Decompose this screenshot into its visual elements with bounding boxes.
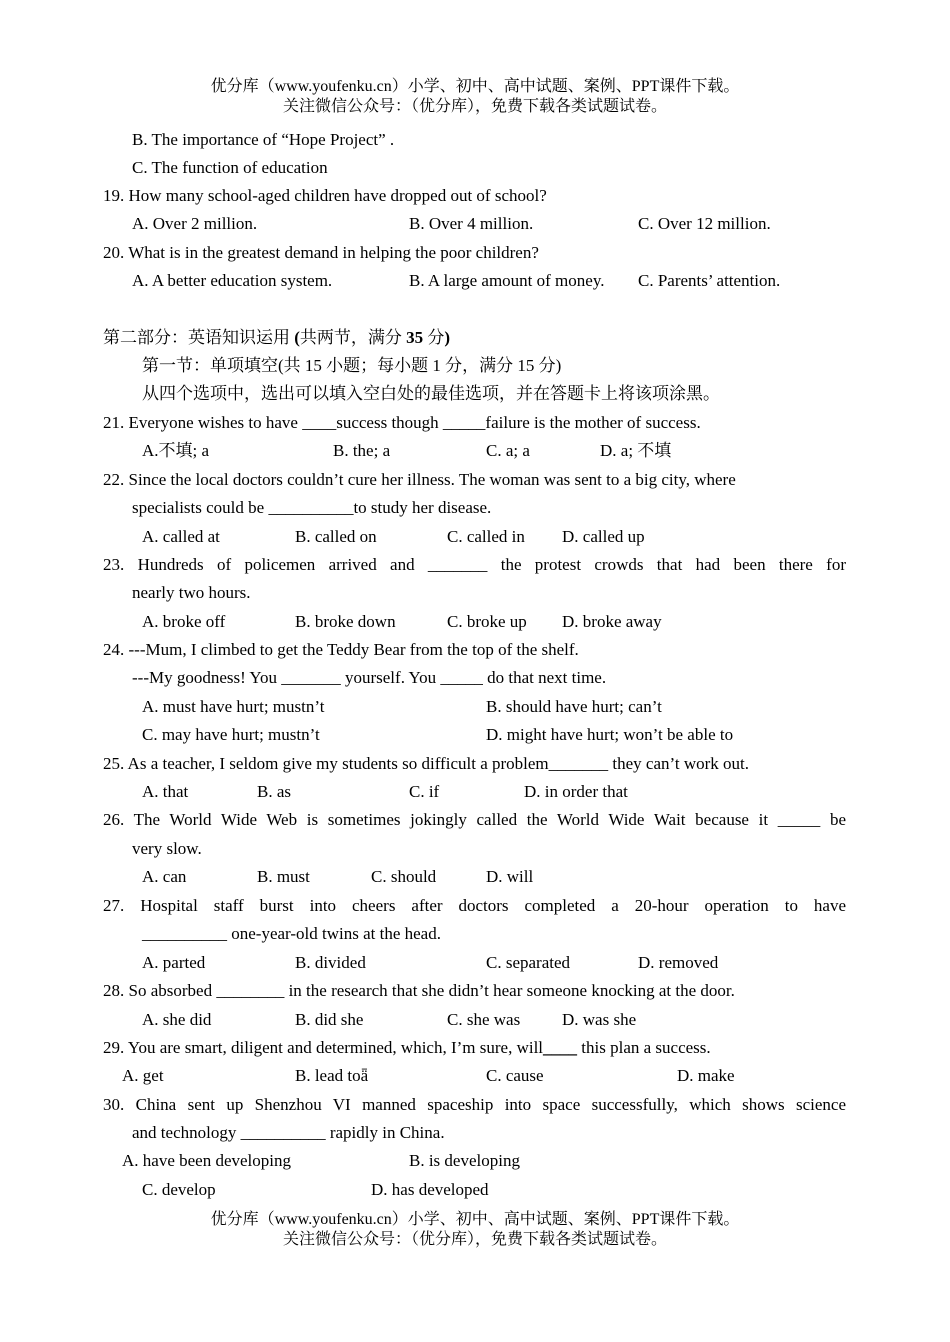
q26-option-b: B. must [257,867,310,886]
q23-option-a: A. broke off [142,612,226,631]
q20-stem: 20. What is in the greatest demand in helping the poor children? [103,243,539,262]
q24-option-b: B. should have hurt; can’t [486,697,662,716]
q21-stem: 21. Everyone wishes to have ____success though _____failure is the mother of success. [103,413,701,432]
q29-option-a: A. get [122,1066,164,1085]
q24-stem-line-2: ---My goodness! You _______ yourself. You _____ do that next time. [132,668,607,687]
q30-option-a: A. have been developing [122,1151,291,1170]
q20-option-c: C. Parents’ attention. [638,271,781,290]
q24-option-d: D. might have hurt; won’t be able to [486,725,734,744]
q29-option-d: D. make [677,1066,735,1085]
footer-line-2: 关注微信公众号：（优分库），免费下载各类试题试卷。 [282,1231,667,1248]
q28-option-a: A. she did [142,1010,212,1029]
q26-stem-line-1: 26. The World Wide Web is sometimes jokingly called the World Wide Wait because it _____ be [103,810,846,829]
part2-title-pre: 第二部分：英语知识运用 [103,328,295,347]
q30-stem-line-2: and technology __________ rapidly in China. [132,1123,445,1142]
q22-option-a: A. called at [142,527,220,546]
q22-stem-line-1: 22. Since the local doctors couldn’t cure her illness. The woman was sent to a big city, where [103,470,736,489]
q22-option-b: B. called on [295,527,377,546]
q25-stem: 25. As a teacher, I seldom give my students so difficult a problem_______ they can’t work out. [103,754,749,773]
q23-option-b: B. broke down [295,612,396,631]
footer-line-1: 优分库（www.youfenku.cn）小学、初中、高中试题、案例、PPT课件下载。 [210,1211,740,1228]
q30-option-d: D. has developed [371,1180,489,1199]
section-instruction: 从四个选项中，选出可以填入空白处的最佳选项，并在答题卡上将该项涂黑。 [142,384,720,403]
part2-title-mid2: 分 [423,328,445,347]
q28-option-c: C. she was [447,1010,521,1029]
q28-option-b: B. did she [295,1010,364,1029]
q30-option-c: C. develop [142,1180,216,1199]
q24-option-c: C. may have hurt; mustn’t [142,725,320,744]
part2-title-mid: 共两节，满分 [299,328,407,347]
q18-option-b: B. The importance of “Hope Project” . [132,130,395,149]
q21-option-a: A.不填; a [142,441,210,460]
part2-title-paren-close: ) [444,328,451,347]
q27-option-b: B. divided [295,953,366,972]
q29-stem-start: 29. You are smart, diligent and determined, which, I’m sure, will [103,1038,544,1057]
q25-option-c: C. if [409,782,440,801]
q27-option-a: A. parted [142,953,206,972]
q18-option-c: C. The function of education [132,158,328,177]
q28-option-d: D. was she [562,1010,637,1029]
q20-option-b: B. A large amount of money. [409,271,605,290]
part2-title-paren-open: ( [294,328,300,347]
q29-stem-end: this plan a success. [577,1038,711,1057]
q22-option-d: D. called up [562,527,645,546]
section-title: 第一节：单项填空(共 15 小题；每小题 1 分，满分 15 分) [142,356,562,375]
q24-stem-line-1: 24. ---Mum, I climbed to get the Teddy Bear from the top of the shelf. [103,640,579,659]
q19-option-b: B. Over 4 million. [409,214,534,233]
q21-option-d: D. a; 不填 [600,441,672,460]
q27-option-c: C. separated [486,953,571,972]
q20-option-a: A. A better education system. [132,271,333,290]
q28-stem: 28. So absorbed ________ in the research that she didn’t hear someone knocking at the door. [103,981,735,1000]
q27-option-d: D. removed [638,953,719,972]
q29-option-b: B. lead toǟ [295,1066,369,1085]
q19-option-a: A. Over 2 million. [132,214,258,233]
q29-option-c: C. cause [486,1066,544,1085]
q21-option-b: B. the; a [333,441,391,460]
q23-option-d: D. broke away [562,612,662,631]
q27-stem-line-1: 27. Hospital staff burst into cheers after doctors completed a 20-hour operation to have [103,896,846,915]
q23-stem-line-1: 23. Hundreds of policemen arrived and _______ the protest crowds that had been there for [103,555,846,574]
q25-option-d: D. in order that [524,782,628,801]
q19-stem: 19. How many school-aged children have dropped out of school? [103,186,547,205]
q30-stem-line-1: 30. China sent up Shenzhou VI manned spaceship into space successfully, which shows science [103,1095,846,1114]
q27-stem-line-2: __________ one-year-old twins at the head. [142,924,441,943]
q24-option-a: A. must have hurt; mustn’t [142,697,325,716]
q25-option-a: A. that [142,782,189,801]
q26-stem-line-2: very slow. [132,839,202,858]
part2-title [103,326,450,350]
q26-option-d: D. will [486,867,534,886]
q26-option-a: A. can [142,867,187,886]
header-line-1: 优分库（www.youfenku.cn）小学、初中、高中试题、案例、PPT课件下载。 [210,78,740,95]
q30-option-b: B. is developing [409,1151,520,1170]
q26-option-c: C. should [371,867,437,886]
q23-option-c: C. broke up [447,612,527,631]
q22-stem-line-2: specialists could be __________to study her disease. [132,498,492,517]
part2-title-score: 35 [406,328,424,347]
q29-stem [103,1036,711,1060]
q25-option-b: B. as [257,782,291,801]
header-line-2: 关注微信公众号：（优分库），免费下载各类试题试卷。 [282,98,667,115]
q22-option-c: C. called in [447,527,525,546]
q21-option-c: C. a; a [486,441,530,460]
q19-option-c: C. Over 12 million. [638,214,771,233]
q23-stem-line-2: nearly two hours. [132,583,251,602]
q29-blank: ____ [543,1038,578,1057]
